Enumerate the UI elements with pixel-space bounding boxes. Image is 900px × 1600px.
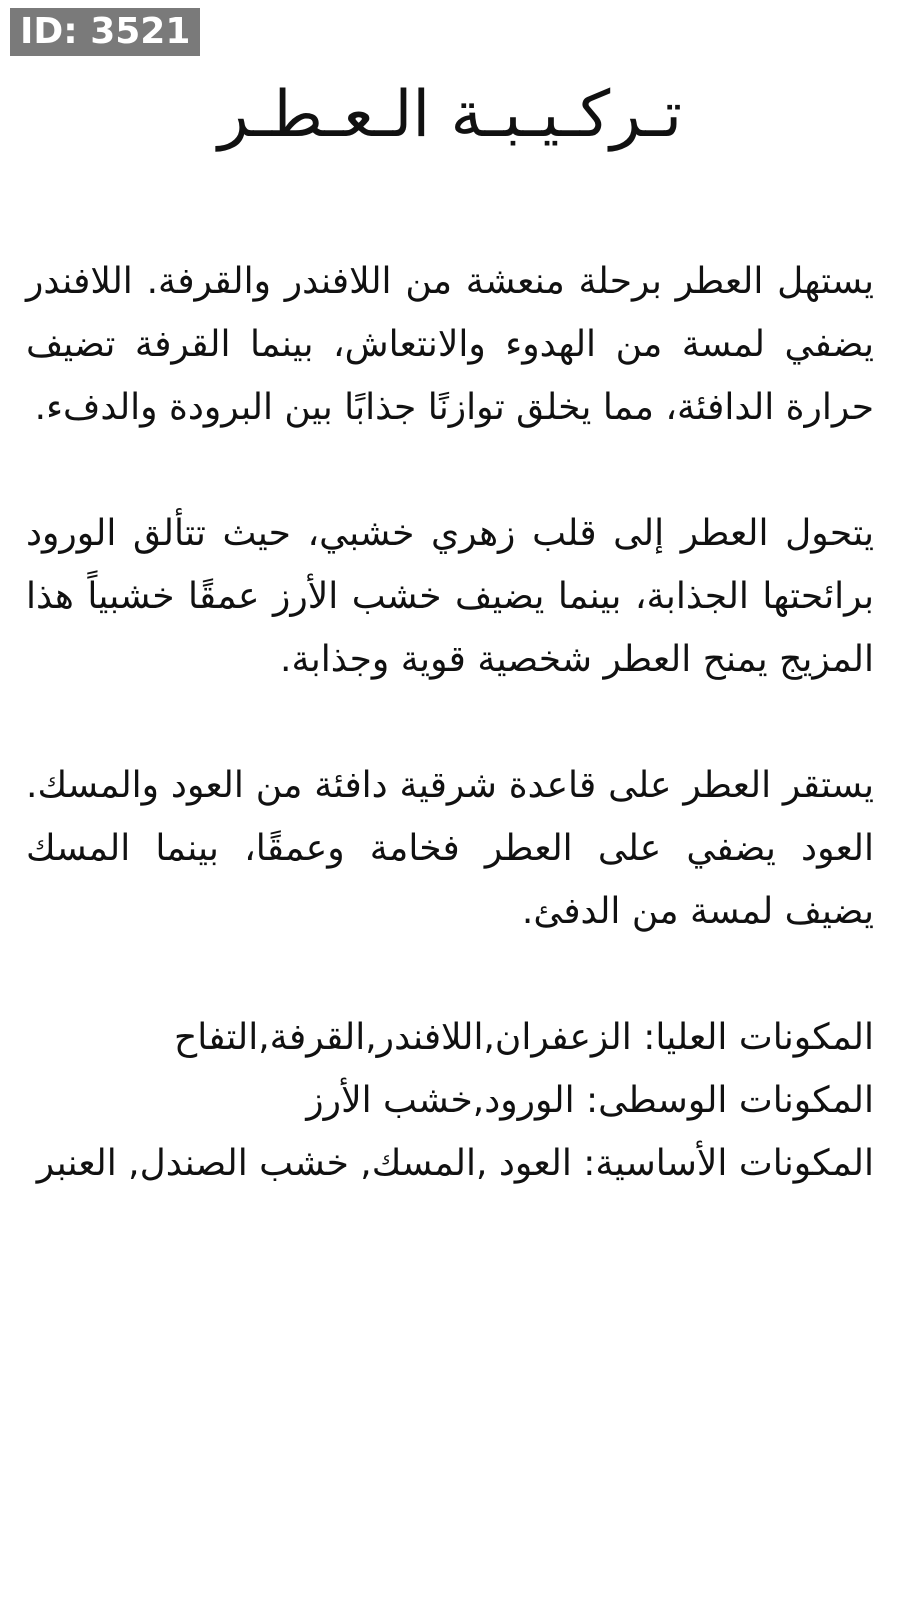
page-title: تـركـيـبـة الـعـطـر [217, 78, 683, 152]
perfume-description [26, 250, 874, 1195]
heart-notes-paragraph: يتحول العطر إلى قلب زهري خشبي، حيث تتألق الورود برائحتها الجذابة، بينما يضيف خشب الأرز عمقًا خشبياً هذا المزيج يمنح العطر شخصية قوية وجذابة. [26, 513, 874, 680]
ingredients-base: المكونات الأساسية: العود ,المسك, خشب الصندل, العنبر [36, 1143, 874, 1184]
id-badge: ID: 3521 [10, 8, 200, 56]
ingredients-top: المكونات العليا: الزعفران,اللافندر,القرفة,التفاح [173, 1017, 874, 1058]
ingredients-list [26, 1006, 874, 1195]
base-notes-paragraph: يستقر العطر على قاعدة شرقية دافئة من العود والمسك. العود يضفي على العطر فخامة وعمقًا، بينما المسك يضيف لمسة من الدفئ. [26, 765, 874, 932]
ingredients-middle: المكونات الوسطى: الورود,خشب الأرز [306, 1080, 874, 1121]
top-notes-paragraph: يستهل العطر برحلة منعشة من اللافندر والقرفة. اللافندر يضفي لمسة من الهدوء والانتعاش، بينما القرفة تضيف حرارة الدافئة، مما يخلق توازنًا جذابًا بين البرودة والدفء. [26, 261, 874, 428]
